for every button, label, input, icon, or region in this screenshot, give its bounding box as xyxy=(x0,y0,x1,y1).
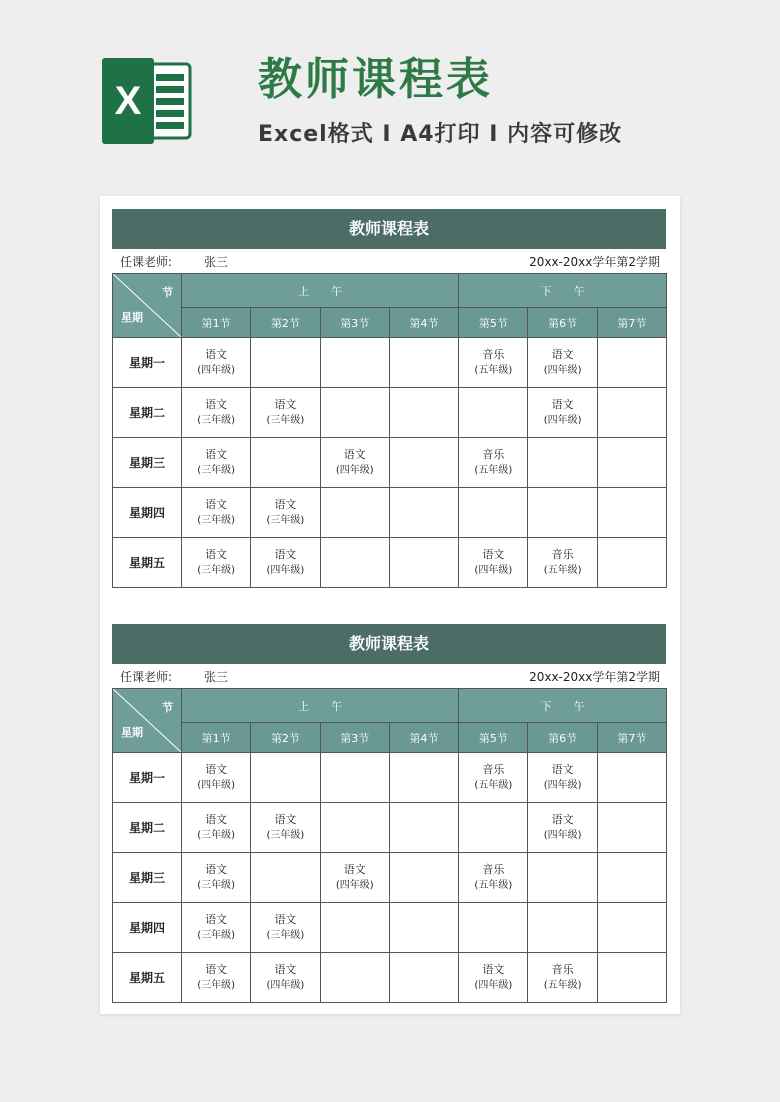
afternoon-header: 下 午 xyxy=(459,274,667,308)
grade-text: (四年级) xyxy=(474,565,513,576)
grade-text: (三年级) xyxy=(197,880,236,891)
schedule-cell[interactable] xyxy=(320,338,389,388)
table-row xyxy=(113,438,667,488)
page-title: 教师课程表 xyxy=(258,54,493,105)
schedule-cell[interactable] xyxy=(182,903,251,953)
schedule-cell[interactable] xyxy=(389,488,458,538)
subject-text: 语文 xyxy=(482,963,505,976)
schedule-cell[interactable] xyxy=(459,953,528,1003)
table-row xyxy=(113,388,667,438)
schedule-cell[interactable] xyxy=(528,853,597,903)
schedule-cell[interactable] xyxy=(597,753,666,803)
day-label: 星期一 xyxy=(113,753,182,803)
schedule-cell[interactable] xyxy=(251,853,320,903)
teacher-name: 张三 xyxy=(204,669,229,684)
schedule-cell[interactable] xyxy=(251,438,320,488)
schedule-cell[interactable] xyxy=(320,438,389,488)
grade-text: (四年级) xyxy=(335,880,374,891)
grade-text: (三年级) xyxy=(197,515,236,526)
table-row xyxy=(113,803,667,853)
day-label: 星期二 xyxy=(113,803,182,853)
schedule-cell[interactable] xyxy=(459,488,528,538)
corner-period-label: 节 xyxy=(162,286,173,299)
subject-text: 音乐 xyxy=(551,548,574,561)
schedule-cell[interactable] xyxy=(597,438,666,488)
subject-text: 语文 xyxy=(205,498,228,511)
period-header: 第5节 xyxy=(459,308,528,338)
schedule-cell[interactable] xyxy=(459,853,528,903)
schedule-cell[interactable] xyxy=(389,903,458,953)
grade-text: (五年级) xyxy=(474,365,513,376)
schedule-cell[interactable] xyxy=(389,853,458,903)
period-header: 第7节 xyxy=(597,308,666,338)
schedule-cell[interactable] xyxy=(459,903,528,953)
schedule-cell[interactable] xyxy=(182,953,251,1003)
grade-text: (四年级) xyxy=(543,365,582,376)
table-row xyxy=(113,488,667,538)
day-label: 星期一 xyxy=(113,338,182,388)
table-row xyxy=(113,953,667,1003)
subject-text: 语文 xyxy=(205,548,228,561)
schedule-cell[interactable] xyxy=(320,388,389,438)
schedule-cell[interactable] xyxy=(597,853,666,903)
subject-text: 语文 xyxy=(274,548,297,561)
corner-period-label: 节 xyxy=(162,701,173,714)
subject-text: 音乐 xyxy=(482,863,505,876)
schedule-cell[interactable] xyxy=(528,388,597,438)
grade-text: (五年级) xyxy=(474,780,513,791)
schedule-cell[interactable] xyxy=(597,538,666,588)
subject-text: 语文 xyxy=(274,498,297,511)
schedule-cell[interactable] xyxy=(389,338,458,388)
schedule-cell[interactable] xyxy=(597,388,666,438)
period-header-row xyxy=(113,723,667,753)
schedule-cell[interactable] xyxy=(597,338,666,388)
schedule-cell[interactable] xyxy=(528,538,597,588)
schedule-cell[interactable] xyxy=(251,903,320,953)
grade-text: (四年级) xyxy=(266,565,305,576)
schedule-cell[interactable] xyxy=(251,338,320,388)
schedule-cell[interactable] xyxy=(182,538,251,588)
schedule-cell[interactable] xyxy=(597,903,666,953)
schedule-cell[interactable] xyxy=(459,803,528,853)
day-label: 星期三 xyxy=(113,438,182,488)
svg-text:X: X xyxy=(114,79,142,123)
schedule-table xyxy=(112,688,667,1003)
sheet-title: 教师课程表 xyxy=(112,624,666,664)
schedule-cell[interactable] xyxy=(251,488,320,538)
schedule-cell[interactable] xyxy=(389,438,458,488)
schedule-cell[interactable] xyxy=(320,903,389,953)
schedule-cell[interactable] xyxy=(251,538,320,588)
grade-text: (三年级) xyxy=(197,465,236,476)
schedule-cell[interactable] xyxy=(182,753,251,803)
grade-text: (五年级) xyxy=(474,880,513,891)
subject-text: 语文 xyxy=(205,913,228,926)
period-header: 第6节 xyxy=(528,723,597,753)
period-header: 第3节 xyxy=(320,308,389,338)
grade-text: (五年级) xyxy=(474,465,513,476)
schedule-cell[interactable] xyxy=(528,438,597,488)
table-corner-header xyxy=(113,274,182,338)
grade-text: (三年级) xyxy=(197,930,236,941)
schedule-cell[interactable] xyxy=(459,388,528,438)
schedule-sheet-1 xyxy=(112,209,666,588)
schedule-cell[interactable] xyxy=(597,953,666,1003)
schedule-cell[interactable] xyxy=(459,753,528,803)
teacher-label: 任课老师: xyxy=(120,669,173,684)
grade-text: (四年级) xyxy=(543,780,582,791)
schedule-table xyxy=(112,273,667,588)
schedule-cell[interactable] xyxy=(389,538,458,588)
schedule-cell[interactable] xyxy=(320,753,389,803)
period-header: 第1节 xyxy=(182,308,251,338)
schedule-cell[interactable] xyxy=(528,488,597,538)
subject-text: 语文 xyxy=(274,813,297,826)
period-header: 第2节 xyxy=(251,723,320,753)
subject-text: 语文 xyxy=(205,813,228,826)
grade-text: (四年级) xyxy=(335,465,374,476)
period-header: 第7节 xyxy=(597,723,666,753)
schedule-cell[interactable] xyxy=(597,803,666,853)
day-label: 星期三 xyxy=(113,853,182,903)
sheet-info-row xyxy=(112,664,666,688)
subject-text: 语文 xyxy=(551,763,574,776)
page-subtitle: Excel格式 I A4打印 I 内容可修改 xyxy=(258,122,623,147)
schedule-cell[interactable] xyxy=(597,488,666,538)
subject-text: 语文 xyxy=(205,348,228,361)
grade-text: (四年级) xyxy=(197,365,236,376)
schedule-cell[interactable] xyxy=(389,803,458,853)
schedule-cell[interactable] xyxy=(251,803,320,853)
schedule-cell[interactable] xyxy=(459,338,528,388)
period-header: 第4节 xyxy=(389,308,458,338)
schedule-sheet-2 xyxy=(112,624,666,1003)
table-row xyxy=(113,338,667,388)
subject-text: 语文 xyxy=(343,863,366,876)
table-row xyxy=(113,853,667,903)
schedule-cell[interactable] xyxy=(251,953,320,1003)
schedule-cell[interactable] xyxy=(320,803,389,853)
schedule-cell[interactable] xyxy=(182,853,251,903)
grade-text: (四年级) xyxy=(197,780,236,791)
grade-text: (三年级) xyxy=(197,565,236,576)
subject-text: 语文 xyxy=(274,913,297,926)
subject-text: 音乐 xyxy=(482,763,505,776)
subject-text: 音乐 xyxy=(482,448,505,461)
period-header: 第3节 xyxy=(320,723,389,753)
teacher-label: 任课老师: xyxy=(120,254,173,269)
grade-text: (四年级) xyxy=(543,830,582,841)
schedule-cell[interactable] xyxy=(182,488,251,538)
period-header: 第1节 xyxy=(182,723,251,753)
excel-icon xyxy=(100,56,192,146)
sheet-title: 教师课程表 xyxy=(112,209,666,249)
schedule-cell[interactable] xyxy=(528,338,597,388)
document-page xyxy=(100,196,680,1014)
grade-text: (三年级) xyxy=(266,930,305,941)
schedule-cell[interactable] xyxy=(251,753,320,803)
subject-text: 语文 xyxy=(482,548,505,561)
term-label: 20xx-20xx学年第2学期 xyxy=(529,254,660,269)
day-label: 星期二 xyxy=(113,388,182,438)
schedule-cell[interactable] xyxy=(389,388,458,438)
schedule-cell[interactable] xyxy=(320,488,389,538)
period-header-row xyxy=(113,308,667,338)
schedule-cell[interactable] xyxy=(528,953,597,1003)
schedule-cell[interactable] xyxy=(251,388,320,438)
period-header: 第4节 xyxy=(389,723,458,753)
sheet-info-row xyxy=(112,249,666,273)
grade-text: (四年级) xyxy=(474,980,513,991)
day-label: 星期五 xyxy=(113,538,182,588)
teacher-name: 张三 xyxy=(204,254,229,269)
period-header: 第6节 xyxy=(528,308,597,338)
subject-text: 音乐 xyxy=(482,348,505,361)
schedule-cell[interactable] xyxy=(182,388,251,438)
subject-text: 语文 xyxy=(274,398,297,411)
table-corner-header xyxy=(113,689,182,753)
grade-text: (三年级) xyxy=(266,515,305,526)
grade-text: (四年级) xyxy=(266,980,305,991)
day-label: 星期四 xyxy=(113,488,182,538)
day-label: 星期五 xyxy=(113,953,182,1003)
schedule-cell[interactable] xyxy=(389,953,458,1003)
table-row xyxy=(113,538,667,588)
table-row xyxy=(113,903,667,953)
subject-text: 语文 xyxy=(205,863,228,876)
subject-text: 语文 xyxy=(205,448,228,461)
subject-text: 语文 xyxy=(205,963,228,976)
subject-text: 语文 xyxy=(551,348,574,361)
corner-day-label: 星期 xyxy=(121,726,143,739)
morning-header: 上 午 xyxy=(182,689,459,723)
subject-text: 语文 xyxy=(551,813,574,826)
period-header: 第2节 xyxy=(251,308,320,338)
grade-text: (三年级) xyxy=(197,830,236,841)
schedule-cell[interactable] xyxy=(528,803,597,853)
table-row xyxy=(113,753,667,803)
subject-text: 语文 xyxy=(205,398,228,411)
grade-text: (三年级) xyxy=(266,415,305,426)
schedule-cell[interactable] xyxy=(182,438,251,488)
schedule-cell[interactable] xyxy=(528,903,597,953)
grade-text: (三年级) xyxy=(197,980,236,991)
grade-text: (三年级) xyxy=(266,830,305,841)
subject-text: 语文 xyxy=(274,963,297,976)
schedule-cell[interactable] xyxy=(459,538,528,588)
schedule-cell[interactable] xyxy=(182,338,251,388)
afternoon-header: 下 午 xyxy=(459,689,667,723)
subject-text: 音乐 xyxy=(551,963,574,976)
grade-text: (三年级) xyxy=(197,415,236,426)
schedule-cell[interactable] xyxy=(320,853,389,903)
subject-text: 语文 xyxy=(205,763,228,776)
grade-text: (四年级) xyxy=(543,415,582,426)
schedule-cell[interactable] xyxy=(182,803,251,853)
schedule-cell[interactable] xyxy=(459,438,528,488)
schedule-cell[interactable] xyxy=(320,953,389,1003)
schedule-cell[interactable] xyxy=(528,753,597,803)
grade-text: (五年级) xyxy=(543,980,582,991)
corner-day-label: 星期 xyxy=(121,311,143,324)
term-label: 20xx-20xx学年第2学期 xyxy=(529,669,660,684)
day-label: 星期四 xyxy=(113,903,182,953)
schedule-cell[interactable] xyxy=(389,753,458,803)
morning-header: 上 午 xyxy=(182,274,459,308)
grade-text: (五年级) xyxy=(543,565,582,576)
subject-text: 语文 xyxy=(551,398,574,411)
schedule-cell[interactable] xyxy=(320,538,389,588)
period-header: 第5节 xyxy=(459,723,528,753)
subject-text: 语文 xyxy=(343,448,366,461)
